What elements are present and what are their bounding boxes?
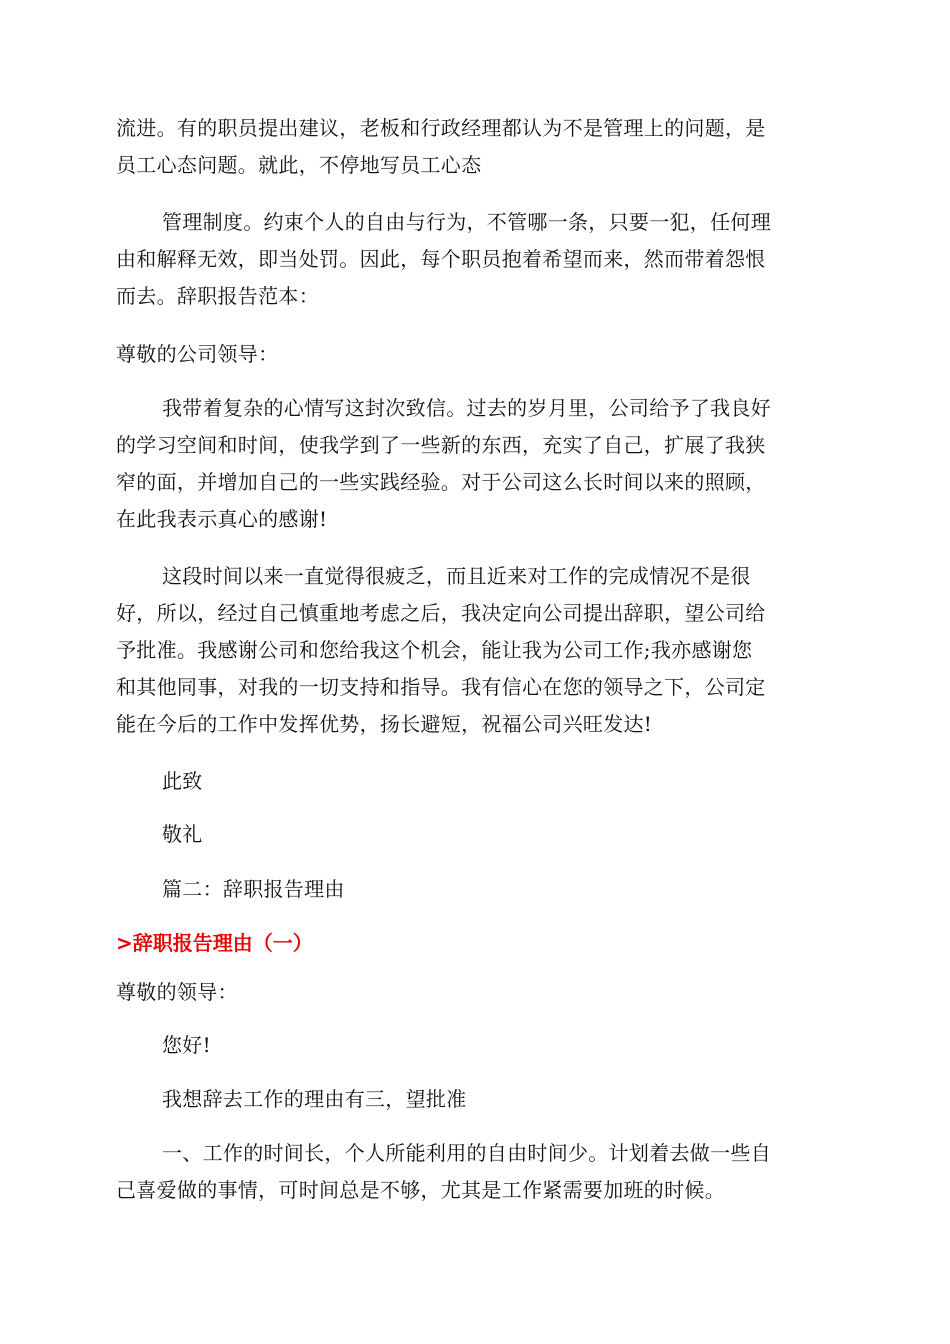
text-line: 敬礼 xyxy=(162,822,203,846)
text-line: 在此我表示真心的感谢! xyxy=(116,507,328,531)
closing-1 xyxy=(116,763,836,800)
text-line: 窄的面，并增加自己的一些实践经验。对于公司这么长时间以来的照顾， xyxy=(116,470,766,494)
text-line: 己喜爱做的事情，可时间总是不够，尤其是工作紧需要加班的时候。 xyxy=(116,1178,725,1202)
text-line: 这段时间以来一直觉得很疲乏，而且近来对工作的完成情况不是很 xyxy=(162,564,751,588)
paragraph-2 xyxy=(116,204,836,315)
text-line: 流进。有的职员提出建议，老板和行政经理都认为不是管理上的问题，是 xyxy=(116,116,766,140)
reason-intro xyxy=(116,1081,836,1118)
text-line: 一、工作的时间长，个人所能利用的自由时间少。计划着去做一些自 xyxy=(162,1141,771,1165)
text-line: 您好! xyxy=(162,1033,211,1057)
greeting xyxy=(116,1027,836,1064)
text-line: 此致 xyxy=(162,769,203,793)
text-line: 予批准。我感谢公司和您给我这个机会，能让我为公司工作;我亦感谢您 xyxy=(116,638,753,662)
text-line: 篇二：辞职报告理由 xyxy=(162,877,345,901)
text-line: 能在今后的工作中发挥优势，扬长避短，祝福公司兴旺发达! xyxy=(116,712,653,736)
closing-2 xyxy=(116,816,836,853)
paragraph-1 xyxy=(116,110,836,184)
salutation-2 xyxy=(116,974,836,1011)
text-line: 而去。辞职报告范本： xyxy=(116,284,319,308)
salutation xyxy=(116,336,836,373)
text-line: 员工心态问题。就此，不停地写员工心态 xyxy=(116,153,482,177)
text-line: 我带着复杂的心情写这封次致信。过去的岁月里，公司给予了我良好 xyxy=(162,396,771,420)
reason-1 xyxy=(116,1135,836,1209)
text-line: 尊敬的领导： xyxy=(116,980,238,1004)
paragraph-3 xyxy=(116,390,836,538)
text-line: 管理制度。约束个人的自由与行为，不管哪一条，只要一犯，任何理 xyxy=(162,210,771,234)
text-line: 尊敬的公司领导： xyxy=(116,342,279,366)
text-line: 的学习空间和时间，使我学到了一些新的东西，充实了自己，扩展了我狭 xyxy=(116,433,766,457)
text-line: 好，所以，经过自己慎重地考虑之后，我决定向公司提出辞职，望公司给 xyxy=(116,601,766,625)
paragraph-4 xyxy=(116,558,836,743)
red-heading: >辞职报告理由（一） xyxy=(116,931,313,955)
section-title xyxy=(116,871,836,908)
text-line: 和其他同事，对我的一切支持和指导。我有信心在您的领导之下，公司定 xyxy=(116,675,766,699)
text-line: 由和解释无效，即当处罚。因此，每个职员抱着希望而来，然而带着怨恨 xyxy=(116,247,766,271)
text-line: 我想辞去工作的理由有三，望批准 xyxy=(162,1087,467,1111)
